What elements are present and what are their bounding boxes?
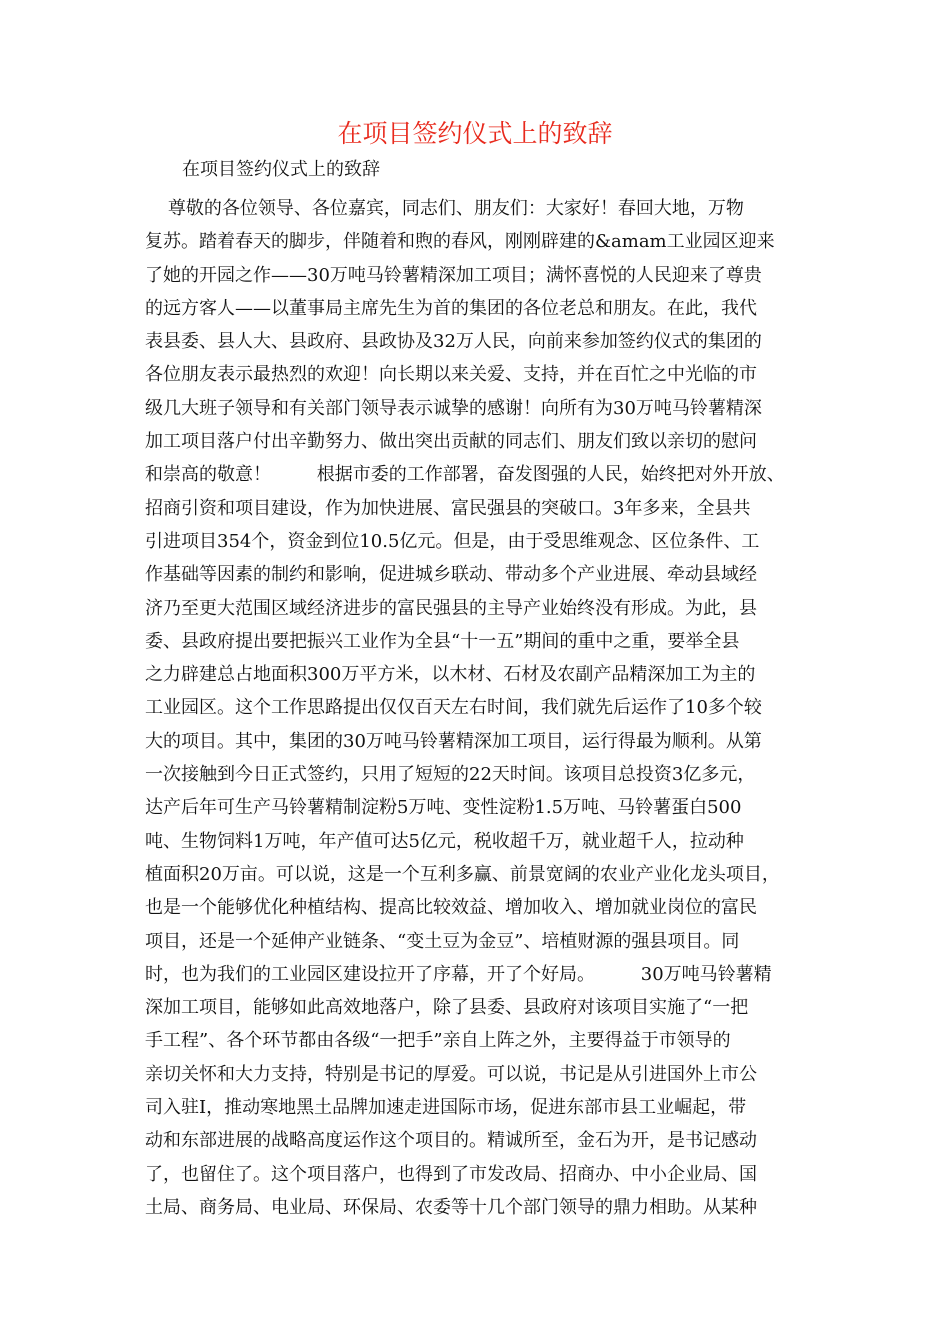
body-line: 亲切关怀和大力支持，特别是书记的厚爱。可以说，书记是从引进国外上市公 [145,1063,757,1085]
body-line: 手工程”、各个环节都由各级“一把手”亲自上阵之外，主要得益于市领导的 [145,1030,731,1052]
body-line: 加工项目落户付出辛勤努力、做出突出贡献的同志们、朋友们致以亲切的慰问 [145,431,757,453]
body-line: 招商引资和项目建设，作为加快进展、富民强县的突破口。3年多来，全县共 [145,497,751,519]
body-line: 项目，还是一个延伸产业链条、“变土豆为金豆”、培植财源的强县项目。同 [145,930,740,952]
body-line: 级几大班子领导和有关部门领导表示诚挚的感谢！向所有为30万吨马铃薯精深 [145,397,762,419]
body-line: 植面积20万亩。可以说，这是一个互利多赢、前景宽阔的农业产业化龙头项目， [145,863,780,885]
body-line: 尊敬的各位领导、各位嘉宾，同志们、朋友们：大家好！春回大地，万物 [145,198,744,219]
body-line: 作基础等因素的制约和影响，促进城乡联动、带动多个产业进展、牵动县域经 [145,564,757,586]
body-line: 引进项目354个，资金到位10.5亿元。但是，由于受思维观念、区位条件、工 [145,530,760,552]
body-line: 吨、生物饲料1万吨，年产值可达5亿元，税收超千万，就业超千人，拉动种 [145,830,744,852]
body-line: 达产后年可生产马铃薯精制淀粉5万吨、变性淀粉1.5万吨、马铃薯蛋白500 [145,797,742,819]
body-line: 了，也留住了。这个项目落户，也得到了市发改局、招商办、中小企业局、国 [145,1163,757,1185]
document-body [145,192,825,1224]
body-line: 了她的开园之作——30万吨马铃薯精深加工项目；满怀喜悦的人民迎来了尊贵 [145,264,762,286]
body-line: 深加工项目，能够如此高效地落户，除了县委、县政府对该项目实施了“一把 [145,997,749,1019]
body-line: 复苏。踏着春天的脚步，伴随着和煦的春风，刚刚辟建的&amam工业园区迎来 [145,231,775,253]
document-title: 在项目签约仪式上的致辞 [337,119,613,148]
body-line: 的远方客人——以董事局主席先生为首的集团的各位老总和朋友。在此，我代 [145,297,757,319]
body-line: 一次接触到今日正式签约，只用了短短的22天时间。该项目总投资3亿多元， [145,764,756,786]
body-line: 之力辟建总占地面积300万平方米，以木材、石材及农副产品精深加工为主的 [145,664,756,686]
body-line: 工业园区。这个工作思路提出仅仅百天左右时间，我们就先后运作了10多个较 [145,697,762,719]
body-line: 也是一个能够优化种植结构、提高比较效益、增加收入、增加就业岗位的富民 [145,897,757,919]
body-line: 委、县政府提出要把振兴工业作为全县“十一五”期间的重中之重，要举全县 [145,630,740,652]
body-line: 大的项目。其中，集团的30万吨马铃薯精深加工项目，运行得最为顺利。从第 [145,730,762,752]
body-line: 土局、商务局、电业局、环保局、农委等十几个部门领导的鼎力相助。从某种 [145,1196,757,1218]
body-line: 司入驻I，推动寒地黑土品牌加速走进国际市场，促进东部市县工业崛起，带 [145,1097,747,1119]
body-line: 时，也为我们的工业园区建设拉开了序幕，开了个好局。 30万吨马铃薯精 [145,963,772,985]
body-line: 和崇高的敬意！ 根据市委的工作部署，奋发图强的人民，始终把对外开放、 [145,464,785,486]
body-line: 表县委、县人大、县政府、县政协及32万人民，向前来参加签约仪式的集团的 [145,331,762,353]
document-subtitle: 在项目签约仪式上的致辞 [182,159,380,180]
body-line: 济乃至更大范围区域经济进步的富民强县的主导产业始终没有形成。为此，县 [145,597,757,619]
body-line: 各位朋友表示最热烈的欢迎！向长期以来关爱、支持，并在百忙之中光临的市 [145,364,757,386]
body-line: 动和东部进展的战略高度运作这个项目的。精诚所至，金石为开，是书记感动 [145,1130,757,1152]
